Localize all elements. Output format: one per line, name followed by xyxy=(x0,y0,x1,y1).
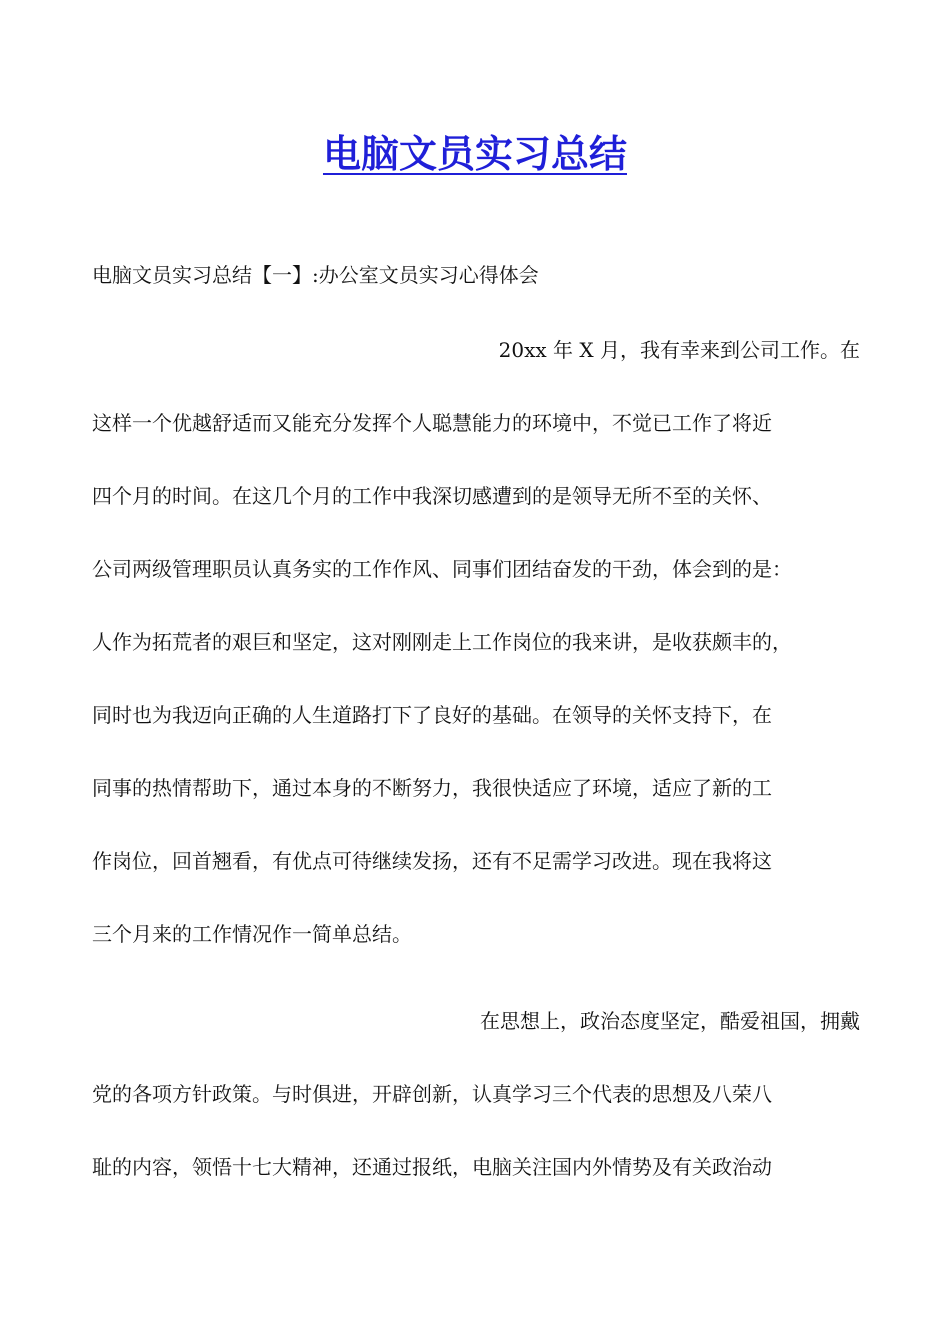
paragraph-line: 20xx 年 X 月，我有幸来到公司工作。在 xyxy=(498,338,860,362)
paragraph-line: 公司两级管理职员认真务实的工作作风、同事们团结奋发的干劲，体会到的是： xyxy=(92,557,792,581)
paragraph-line: 同事的热情帮助下，通过本身的不断努力，我很快适应了环境，适应了新的工 xyxy=(92,776,772,800)
paragraph-line: 同时也为我迈向正确的人生道路打下了良好的基础。在领导的关怀支持下，在 xyxy=(92,703,772,727)
paragraph-line: 耻的内容，领悟十七大精神，还通过报纸，电脑关注国内外情势及有关政治动 xyxy=(92,1155,772,1179)
paragraph-line: 作岗位，回首翘看，有优点可待继续发扬，还有不足需学习改进。现在我将这 xyxy=(92,849,772,873)
paragraph-line: 人作为拓荒者的艰巨和坚定，这对刚刚走上工作岗位的我来讲，是收获颇丰的， xyxy=(92,630,792,654)
paragraph-line: 这样一个优越舒适而又能充分发挥个人聪慧能力的环境中，不觉已工作了将近 xyxy=(92,411,772,435)
paragraph-line: 在思想上，政治态度坚定，酷爱祖国，拥戴 xyxy=(480,1009,860,1033)
paragraph-line: 党的各项方针政策。与时俱进，开辟创新，认真学习三个代表的思想及八荣八 xyxy=(92,1082,772,1106)
paragraph-line: 四个月的时间。在这几个月的工作中我深切感遭到的是领导无所不至的关怀、 xyxy=(92,484,772,508)
paragraph-line: 三个月来的工作情况作一简单总结。 xyxy=(92,922,412,946)
document-title[interactable]: 电脑文员实习总结 xyxy=(322,131,627,176)
section-heading: 电脑文员实习总结【一】:办公室文员实习心得体会 xyxy=(92,263,539,287)
